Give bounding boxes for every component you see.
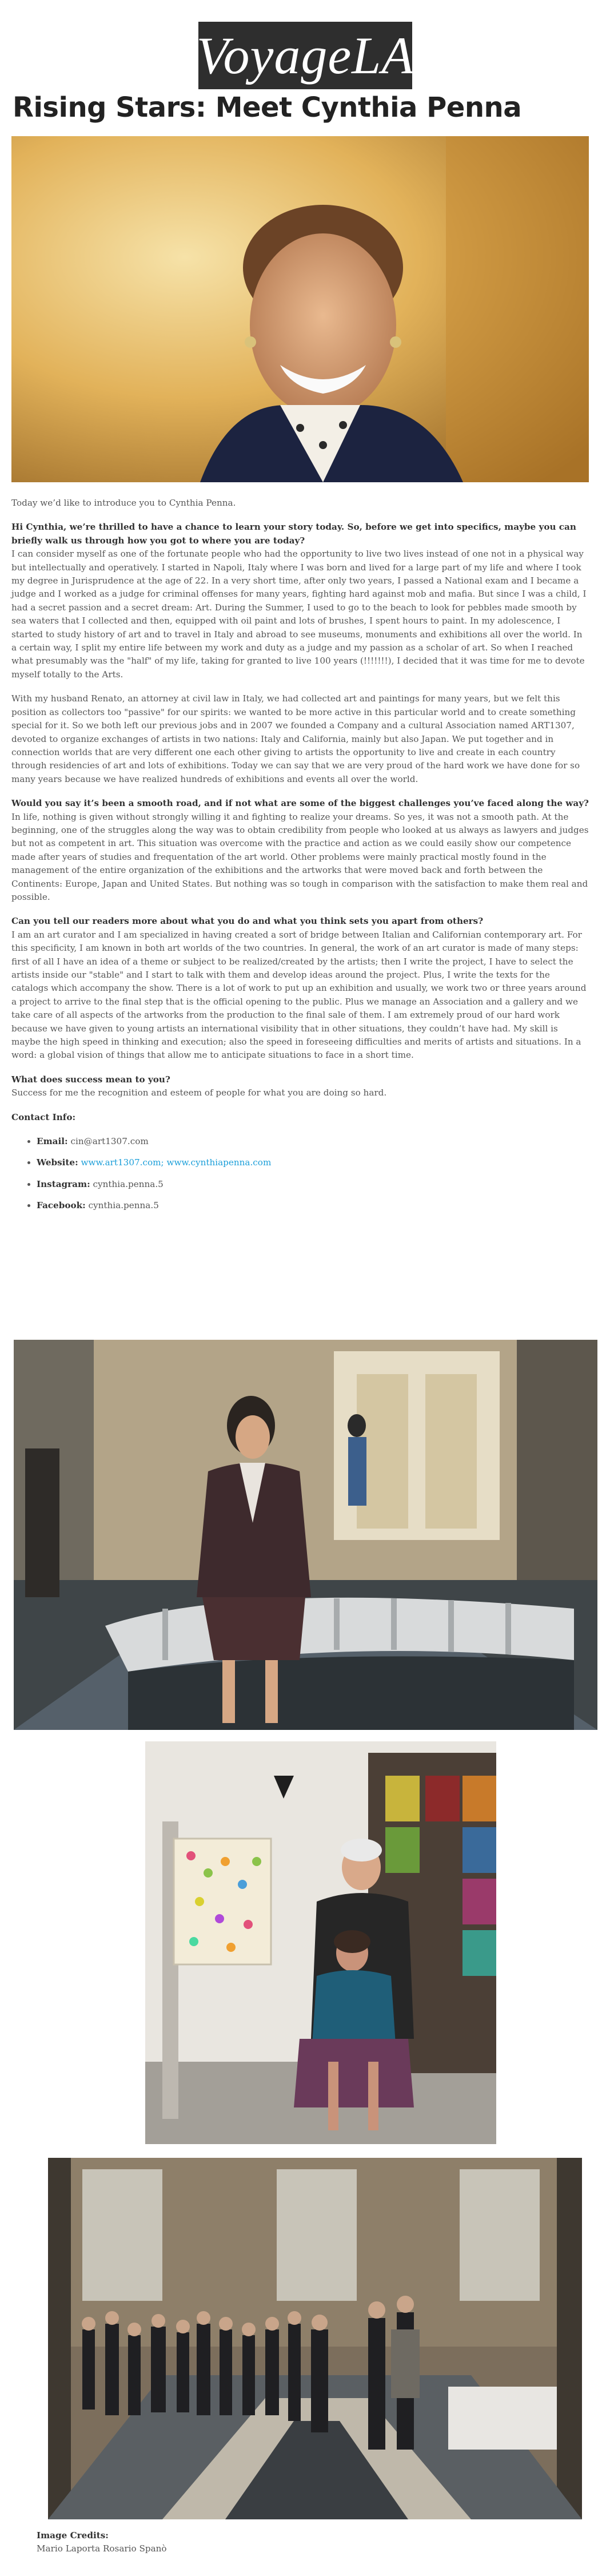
contact-key: Email:: [37, 1136, 68, 1147]
qa-item: [11, 797, 589, 904]
article-body: [11, 497, 589, 1221]
question: What does success mean to you?: [11, 1074, 170, 1085]
contact-email: [37, 1135, 589, 1148]
website-link[interactable]: www.art1307.com; www.cynthiapenna.com: [81, 1157, 272, 1168]
answer-continued: With my husband Renato, an attorney at civil law in Italy, we had collected art and paintings for many years, but we felt this position as collectors too "passive" for our spirits: we wanted to be more active in this particular world and to create something special for it. So we both left our previous jobs and in 2007 we founded a Company and a cultural Association named ART1307, devoted to organize exchanges of artists in two nations: Italy and California, mainly but also Japan. We put together and in connection worlds that are very different one each other giving to artists the opportunity to live and create in each country through residencies of art and lots of exhibitions. Today we can say that we are very proud of the hard work we have done for so many years because we have realized hundreds of exhibitions and events all over the world.: [11, 693, 580, 784]
contact-value: cynthia.penna.5: [93, 1178, 164, 1189]
contact-key: Instagram:: [37, 1178, 90, 1189]
contact-key: Facebook:: [37, 1200, 86, 1211]
article-title: Rising Stars: Meet Cynthia Penna: [13, 92, 522, 124]
contact-list: [11, 1135, 589, 1213]
intro-paragraph: Today we’d like to introduce you to Cynthia Penna.: [11, 498, 236, 508]
logo-text: VoyageLA: [196, 26, 414, 85]
exhibition-photo: [14, 1340, 597, 1730]
qa-item: [11, 915, 589, 1062]
contact-value: cynthia.penna.5: [88, 1200, 159, 1211]
qa-item: [11, 1073, 589, 1100]
question: Hi Cynthia, we’re thrilled to have a chance to learn your story today. So, before we get into specifics, maybe you can briefly walk us through how you got to where you are today?: [11, 522, 576, 546]
qa-item: [11, 521, 589, 681]
answer: I am an art curator and I am specialized in having created a sort of bridge between Italian and Californian contemporary art. For this specificity, I am known in both art worlds of the two countries. In general, the work of an art curator is made of many steps: first of all I have an idea of a theme or subject to be realized/created by the artists; then I write the project, I have to select the artists inside our "stable" and I start to talk with them and develop ideas around the project. Plus, I write the texts for the catalogs which accompany the show. There is a lot of work to put up an exhibition and usually, we work two or three years around a project to arrive to the final step that is the official opening to the public. Plus we manage an Association and a gallery and we take care of all aspects of the artworks from the production to the final sale of them. I am extremely proud of our hard work because we have given to young artists an international visibility that in other situations, they couldn’t have had. My skill is maybe the high speed in thinking and execution; also the speed in foreseeing difficulties and merits of artists and situations. In a word: a global vision of things that allow me to anticipate situations to face in a short time.: [11, 929, 587, 1061]
answer: Success for me the recognition and esteem of people for what you are doing so hard.: [11, 1087, 387, 1098]
image-credits: [37, 2529, 380, 2556]
contact-title: Contact Info:: [11, 1112, 76, 1122]
contact-facebook: [37, 1199, 589, 1212]
answer: In life, nothing is given without strongly willing it and fighting to realize your dreams. So yes, it was not a smooth path. At the beginning, one of the struggles along the way was to obtain credibility from people who looked at us always as lawyers and judges but not as competent in art. This situation was overcome with the practice and action as we could easily show our competence made after years of studies and frequentation of the art world. Other problems were mainly practical mostly found in the management of the entire organization of the exhibitions and the artworks that were moved back and forth between the Continents: Europe, Japan and United States. But nothing was so tough in comparison with the satisfaction to make them real and possible.: [11, 811, 589, 902]
contact-website: [37, 1156, 589, 1169]
answer: I can consider myself as one of the fortunate people who had the opportunity to live two lives instead of one not in a physical way but intellectually and operatively. I started in Napoli, Italy where I was born and lived for a large part of my life and where I took my degree in Jurisprudence at the age of 22. In a very short time, after only two years, I passed a National exam and I became a judge and I worked as a judge for criminal offenses for many years, fighting hard against mob and mafia. But since I was a child, I had a secret passion and a secret dream: Art. During the Summer, I used to go to the beach to look for pebbles made smooth by sea waters that I collected and then, equipped with oil paint and lots of brushes, I spent hours to paint. In my adolescence, I started to study history of art and to travel in Italy and abroad to see museums, monuments and exhibitions all over the world. In a certain way, I split my entire life between my work and duty as a judge and my passion as a scholar of art. So when I reached what presumably was the "half" of my life, taking for granted to live 100 years (!!!!!!!), I decided that it was time for me to devote myself totally to the Arts.: [11, 549, 587, 680]
couple-photo: [145, 1741, 496, 2144]
question: Can you tell our readers more about what you do and what you think sets you apart from others?: [11, 916, 484, 927]
credits-title: Image Credits:: [37, 2530, 109, 2541]
credits-names: Mario Laporta Rosario Spanò: [37, 2543, 167, 2554]
contact-key: Website:: [37, 1157, 78, 1168]
contact-instagram: [37, 1178, 589, 1191]
crowd-photo: [48, 2158, 582, 2519]
contact-value: cin@art1307.com: [70, 1136, 149, 1147]
site-logo[interactable]: [198, 22, 412, 89]
portrait-photo: [11, 136, 589, 482]
question: Would you say it’s been a smooth road, and if not what are some of the biggest challenges you’ve faced along the way?: [11, 798, 589, 809]
